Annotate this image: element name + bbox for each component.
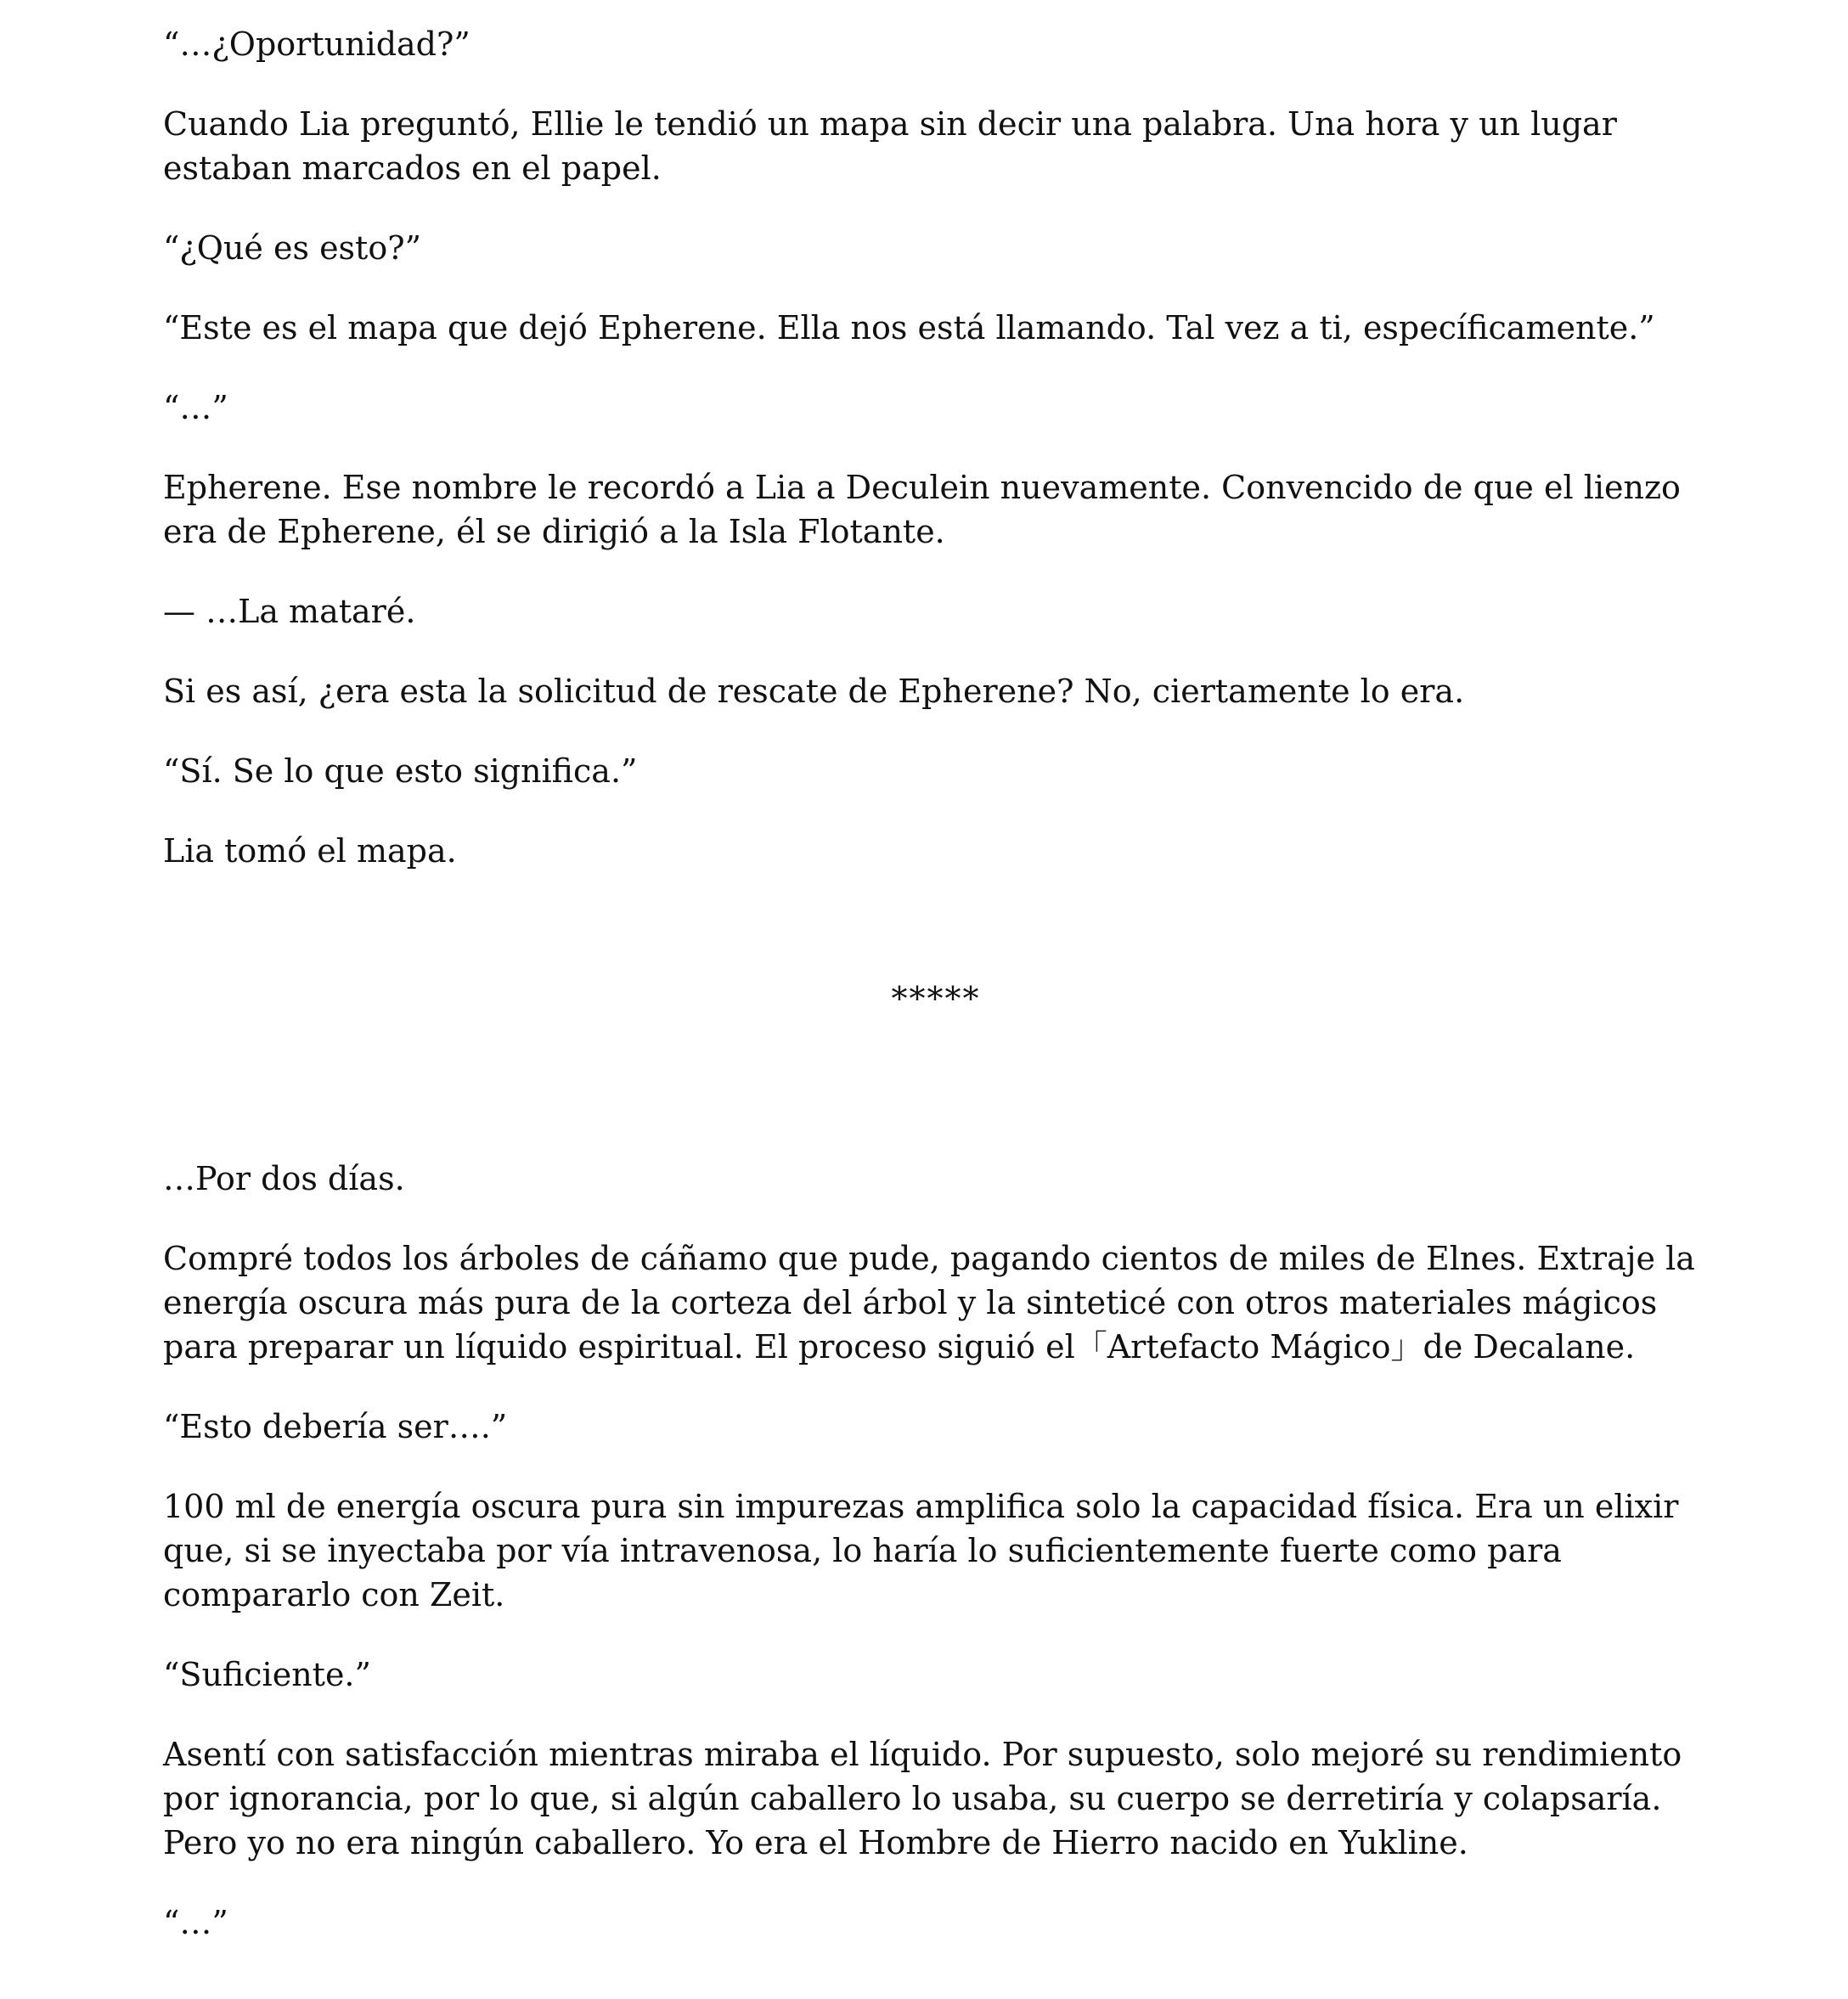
paragraph: Si es así, ¿era esta la solicitud de rescate de Epherene? No, ciertamente lo era. [163,673,1465,710]
paragraph: “Este es el mapa que dejó Epherene. Ella nos está llamando. Tal vez a ti, específicamente.” [163,309,1655,346]
paragraph: — …La mataré. [163,593,416,630]
paragraph: “Sí. Se lo que esto significa.” [163,752,638,790]
paragraph: Cuando Lia preguntó, Ellie le tendió un mapa sin decir una palabra. Una hora y un lugar estaban marcados en el papel. [163,105,1617,187]
paragraph: 100 ml de energía oscura pura sin impurezas amplifica solo la capacidad física. Era un elixir que, si se inyectaba por vía intravenosa, lo haría lo suficientemente fuerte como para compararlo con Zeit. [163,1488,1679,1613]
document-page [163,22,1709,1980]
paragraph: “Esto debería ser….” [163,1408,508,1445]
paragraph: “¿Qué es esto?” [163,229,421,267]
paragraph: Compré todos los árboles de cáñamo que pude, pagando cientos de miles de Elnes. Extraje la energía oscura más pura de la corteza del árbol y la sinteticé con otros materiales mágicos para preparar un líquido espiritual. El proceso siguió el「Artefacto Mágico」de Decalane. [163,1240,1695,1366]
paragraph: “Suficiente.” [163,1656,371,1693]
paragraph: Epherene. Ese nombre le recordó a Lia a Deculein nuevamente. Convencido de que el lienzo era de Epherene, él se dirigió a la Isla Flotante. [163,469,1681,550]
scene-separator: ***** [891,980,981,1017]
paragraph: Lia tomó el mapa. [163,832,457,870]
paragraph: …Por dos días. [163,1160,405,1197]
paragraph: “…” [163,389,228,426]
paragraph: Asentí con satisfacción mientras miraba el líquido. Por supuesto, solo mejoré su rendimiento por ignorancia, por lo que, si algún caballero lo usaba, su cuerpo se derretiría y colapsaría. Pero yo no era ningún caballero. Yo era el Hombre de Hierro nacido en Yukline. [163,1736,1682,1861]
paragraph: “…¿Oportunidad?” [163,25,470,63]
paragraph: “…” [163,1904,228,1941]
